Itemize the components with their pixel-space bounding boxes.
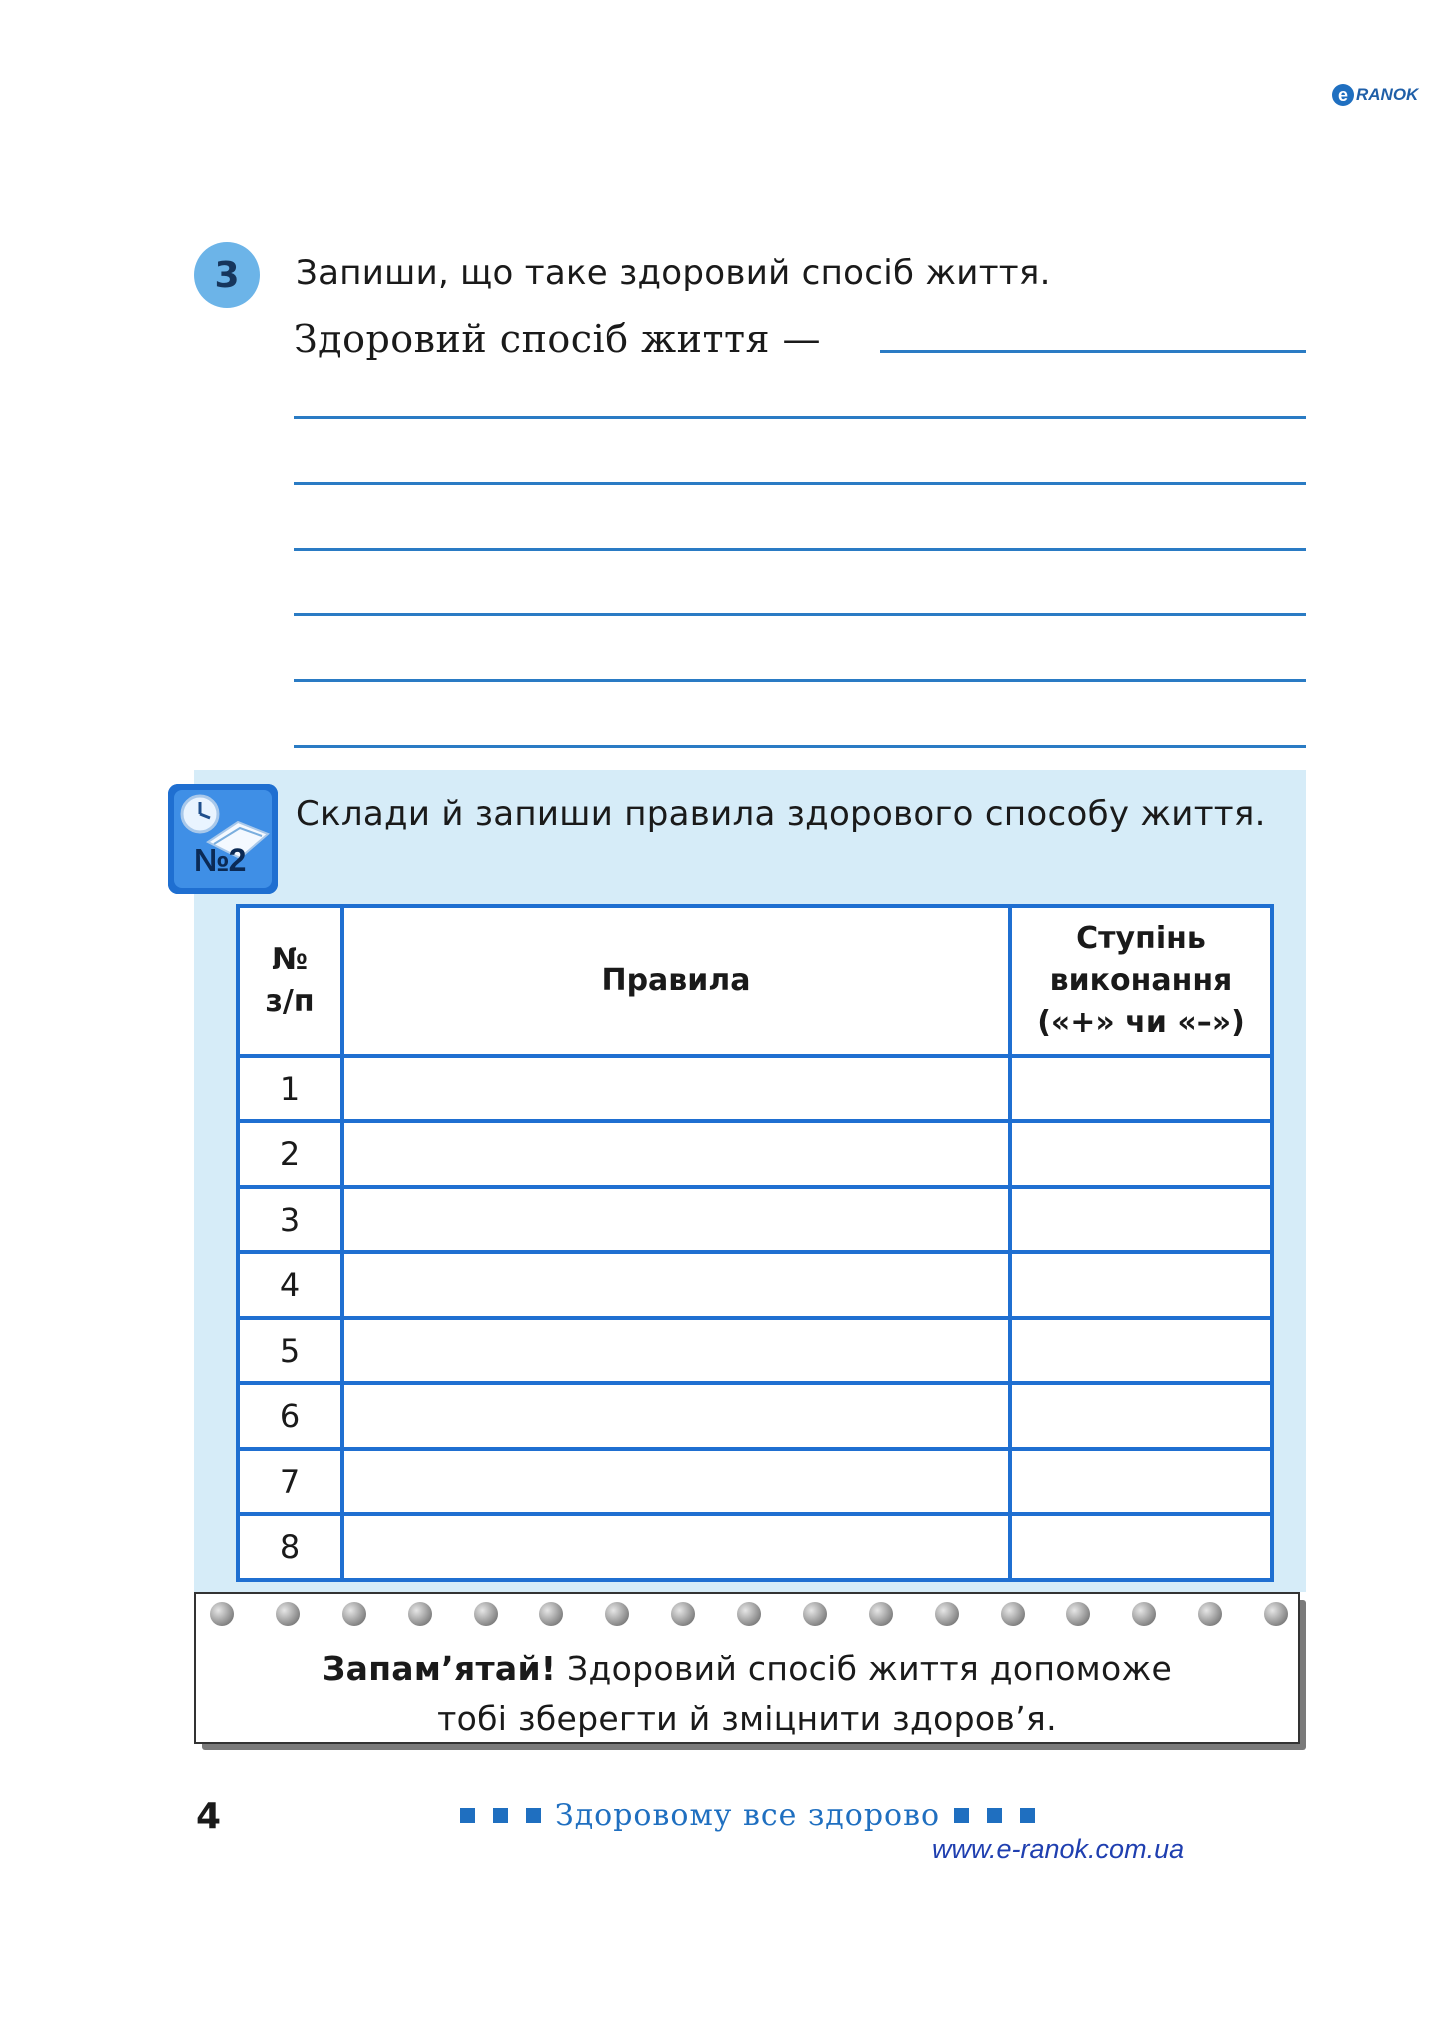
row-number: 6 [238, 1383, 342, 1448]
memo-line-2: тобі зберегти й зміцнити здоров’я. [437, 1699, 1057, 1738]
degree-cell[interactable] [1010, 1121, 1272, 1186]
memo-line-1: Здоровий спосіб життя допоможе [556, 1649, 1173, 1688]
task-3-badge: 3 [194, 242, 260, 308]
answer-line-5[interactable] [294, 613, 1306, 616]
table-row [238, 1056, 1272, 1121]
notebook-rings [210, 1602, 1288, 1626]
degree-cell[interactable] [1010, 1449, 1272, 1514]
degree-cell[interactable] [1010, 1056, 1272, 1121]
ring-icon [869, 1602, 893, 1626]
ring-icon [276, 1602, 300, 1626]
degree-cell[interactable] [1010, 1318, 1272, 1383]
answer-line-6[interactable] [294, 679, 1306, 682]
square-bullets-icon [954, 1808, 1035, 1823]
task-4-icon [168, 784, 278, 894]
table-row [238, 1383, 1272, 1448]
table-row [238, 1121, 1272, 1186]
rule-cell[interactable] [342, 1449, 1010, 1514]
ring-icon [408, 1602, 432, 1626]
task-4-prompt: Склади й запиши правила здорового способу життя. [296, 794, 1266, 834]
header-degree-line1: Ступінь [1076, 921, 1206, 956]
degree-cell[interactable] [1010, 1383, 1272, 1448]
answer-line-2[interactable] [294, 416, 1306, 419]
footer-title-text: Здоровому все здорово [555, 1798, 941, 1833]
footer-title [460, 1798, 1035, 1833]
row-number: 5 [238, 1318, 342, 1383]
task-3-lead-text: Здоровий спосіб життя — [294, 317, 822, 361]
ring-icon [210, 1602, 234, 1626]
row-number: 2 [238, 1121, 342, 1186]
ring-icon [1264, 1602, 1288, 1626]
task-3-prompt: Запиши, що таке здоровий спосіб життя. [296, 253, 1051, 293]
header-number-symbol: № [271, 942, 309, 977]
rule-cell[interactable] [342, 1252, 1010, 1317]
answer-line-1[interactable] [880, 350, 1306, 353]
ring-icon [671, 1602, 695, 1626]
row-number: 8 [238, 1514, 342, 1580]
row-number: 3 [238, 1187, 342, 1252]
header-number-abbr: з/п [265, 984, 315, 1019]
memo-text [196, 1644, 1298, 1744]
task-4-number: №2 [194, 842, 246, 878]
header-degree [1010, 906, 1272, 1056]
header-degree-line3: («+» чи «–») [1037, 1005, 1245, 1040]
table-row [238, 1318, 1272, 1383]
table-row [238, 1187, 1272, 1252]
header-degree-line2: виконання [1049, 963, 1233, 998]
logo-text: RANOK [1356, 85, 1419, 104]
table-row [238, 1252, 1272, 1317]
ring-icon [474, 1602, 498, 1626]
header-rules: Правила [342, 906, 1010, 1056]
memo-note [194, 1592, 1300, 1744]
rule-cell[interactable] [342, 1318, 1010, 1383]
answer-line-4[interactable] [294, 548, 1306, 551]
header-number [238, 906, 342, 1056]
rule-cell[interactable] [342, 1383, 1010, 1448]
ring-icon [1001, 1602, 1025, 1626]
rule-cell[interactable] [342, 1056, 1010, 1121]
row-number: 4 [238, 1252, 342, 1317]
answer-line-7[interactable] [294, 745, 1306, 748]
rule-cell[interactable] [342, 1514, 1010, 1580]
rule-cell[interactable] [342, 1121, 1010, 1186]
degree-cell[interactable] [1010, 1514, 1272, 1580]
row-number: 7 [238, 1449, 342, 1514]
ring-icon [935, 1602, 959, 1626]
page-number: 4 [196, 1796, 222, 1837]
ring-icon [539, 1602, 563, 1626]
memo-emphasis: Запам’ятай! [321, 1649, 557, 1688]
square-bullets-icon [460, 1808, 541, 1823]
rule-cell[interactable] [342, 1187, 1010, 1252]
ring-icon [605, 1602, 629, 1626]
ring-icon [803, 1602, 827, 1626]
website-link[interactable]: www.e-ranok.com.ua [932, 1834, 1185, 1864]
ring-icon [1198, 1602, 1222, 1626]
table-row [238, 1449, 1272, 1514]
answer-line-3[interactable] [294, 482, 1306, 485]
degree-cell[interactable] [1010, 1252, 1272, 1317]
publisher-logo [1332, 84, 1418, 106]
row-number: 1 [238, 1056, 342, 1121]
degree-cell[interactable] [1010, 1187, 1272, 1252]
ring-icon [1066, 1602, 1090, 1626]
table-row [238, 1514, 1272, 1580]
logo-e-icon: e [1332, 84, 1354, 106]
rules-table [236, 904, 1274, 1582]
ring-icon [1132, 1602, 1156, 1626]
ring-icon [737, 1602, 761, 1626]
ring-icon [342, 1602, 366, 1626]
table-header-row [238, 906, 1272, 1056]
